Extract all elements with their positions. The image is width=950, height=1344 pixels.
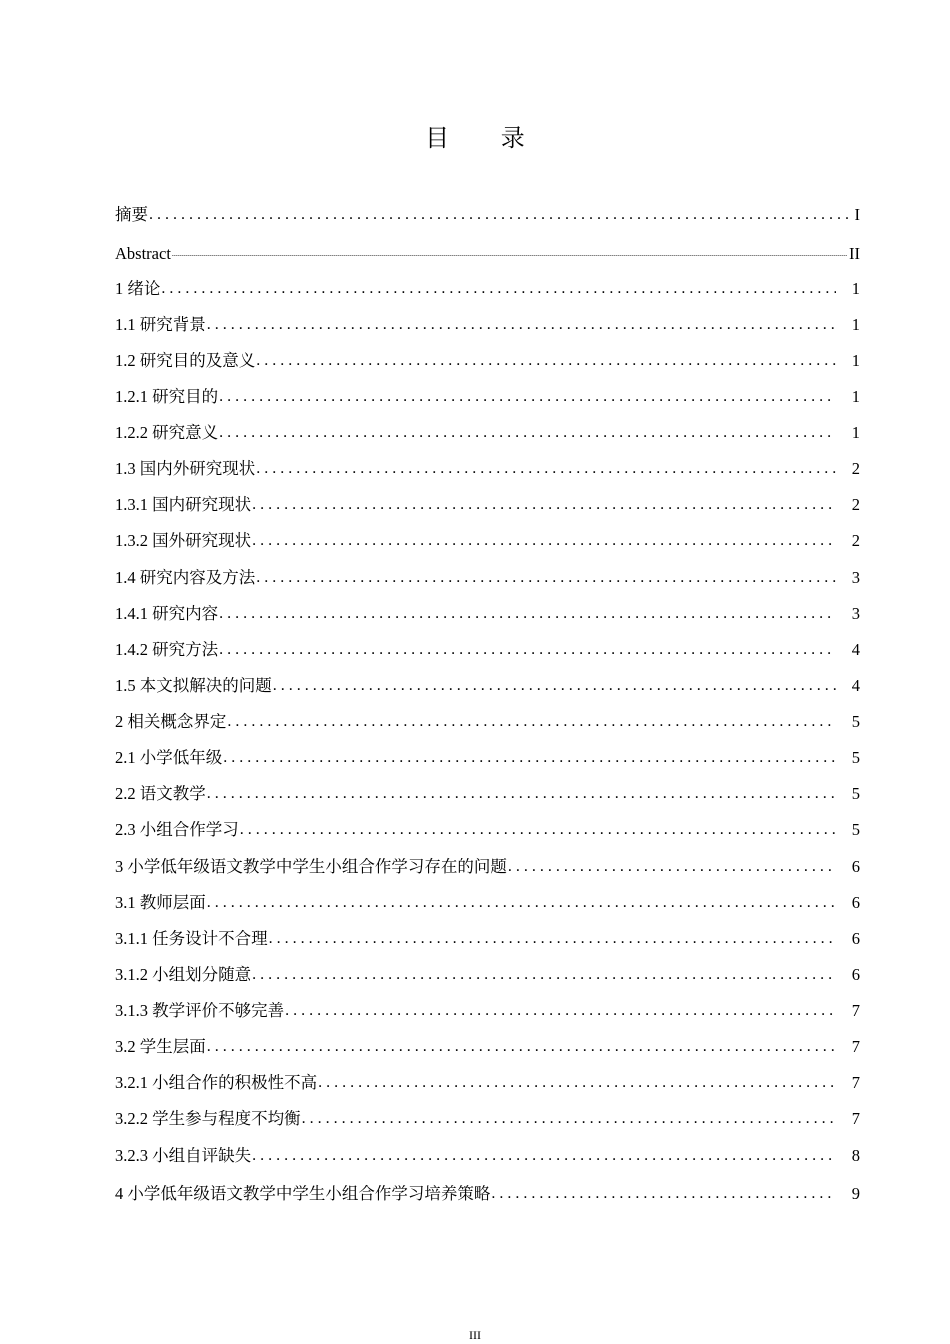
toc-entry[interactable]: [115, 1139, 860, 1167]
toc-entry-label: 2.1 小学低年级: [115, 748, 223, 767]
dot-leader: [256, 567, 836, 589]
dot-leader: [252, 1145, 836, 1167]
toc-entry-label: 3.2.1 小组合作的积极性不高: [115, 1073, 318, 1092]
toc-entry-label: 1.3 国内外研究现状: [115, 459, 256, 478]
dot-leader: [318, 1072, 836, 1094]
toc-entry[interactable]: [115, 272, 860, 300]
toc-entry-page: 5: [851, 712, 860, 731]
toc-entry-label: 1 绪论: [115, 279, 161, 298]
toc-entry[interactable]: [115, 1030, 860, 1058]
toc-entry[interactable]: [115, 705, 860, 733]
toc-entry[interactable]: [115, 669, 860, 697]
toc-entry-page: 1: [851, 387, 860, 406]
toc-entry[interactable]: [115, 1066, 860, 1094]
toc-entry-label: 2.2 语文教学: [115, 784, 206, 803]
toc-entry-page: 5: [851, 748, 860, 767]
toc-entry-page: 2: [851, 531, 860, 550]
toc-entry-page: 2: [851, 495, 860, 514]
toc-entry-page: 6: [851, 929, 860, 948]
toc-entry-label: 4 小学低年级语文教学中学生小组合作学习培养策略: [115, 1184, 491, 1203]
dot-leader: [161, 278, 836, 300]
dot-leader: [269, 928, 836, 950]
toc-entry-page: 7: [851, 1001, 860, 1020]
toc-entry-label: 1.2 研究目的及意义: [115, 351, 256, 370]
toc-entry[interactable]: [115, 886, 860, 914]
toc-entry-label: 1.3.1 国内研究现状: [115, 495, 252, 514]
dot-leader: [207, 783, 836, 805]
toc-entry-label: 摘要: [115, 205, 148, 224]
toc-entry-label: 3.2.2 学生参与程度不均衡: [115, 1109, 301, 1128]
toc-entry[interactable]: [115, 380, 860, 408]
toc-entry[interactable]: [115, 597, 860, 625]
dot-leader: [207, 314, 836, 336]
toc-entry-page: 6: [851, 965, 860, 984]
toc-entry[interactable]: [115, 850, 860, 878]
toc-entry[interactable]: [115, 633, 860, 661]
toc-entry-page: 1: [851, 351, 860, 370]
dot-leader: [219, 639, 836, 661]
toc-entry-label: 3.2.3 小组自评缺失: [115, 1146, 252, 1165]
dot-leader: [508, 856, 836, 878]
dot-leader: [240, 819, 836, 841]
dot-leader: [252, 530, 836, 552]
toc-entry-label: 1.4.2 研究方法: [115, 640, 219, 659]
toc-entry-label: 3.1 教师层面: [115, 893, 206, 912]
toc-entry-label: 1.4.1 研究内容: [115, 604, 219, 623]
dot-leader: [172, 243, 847, 265]
toc-entry[interactable]: [115, 416, 860, 444]
toc-entry-page: 7: [851, 1109, 860, 1128]
toc-entry-page: 1: [851, 423, 860, 442]
toc-entry-page: 4: [851, 676, 860, 695]
toc-entry-page: 3: [851, 568, 860, 587]
toc-entry-label: Abstract: [115, 244, 171, 263]
toc-entry-page: 5: [851, 820, 860, 839]
toc-entry[interactable]: [115, 994, 860, 1022]
dot-leader: [491, 1183, 836, 1205]
dot-leader: [227, 711, 836, 733]
toc-entry[interactable]: [115, 813, 860, 841]
dot-leader: [207, 1036, 836, 1058]
toc-entry-label: 3.1.2 小组划分随意: [115, 965, 252, 984]
dot-leader: [302, 1108, 836, 1130]
toc-entry-page: 1: [851, 315, 860, 334]
toc-entry-label: 3 小学低年级语文教学中学生小组合作学习存在的问题: [115, 857, 507, 876]
toc-entry[interactable]: [115, 561, 860, 589]
dot-leader: [223, 747, 836, 769]
dot-leader: [273, 675, 836, 697]
page-number: III: [469, 1328, 481, 1342]
toc-entry[interactable]: [115, 958, 860, 986]
toc-entry-label: 1.3.2 国外研究现状: [115, 531, 252, 550]
toc-entry[interactable]: [115, 198, 860, 226]
toc-entry-page: 8: [851, 1146, 860, 1165]
toc-entry-page: I: [854, 205, 860, 224]
toc-entry-label: 3.2 学生层面: [115, 1037, 206, 1056]
toc-entry[interactable]: [115, 1102, 860, 1130]
toc-entry-page: 1: [851, 279, 860, 298]
toc-entry-page: 7: [851, 1037, 860, 1056]
toc-entry-page: 6: [851, 857, 860, 876]
toc-entry-label: 1.5 本文拟解决的问题: [115, 676, 272, 695]
toc-entry-label: 1.2.2 研究意义: [115, 423, 219, 442]
toc-entry-page: 3: [851, 604, 860, 623]
toc-entry-label: 2.3 小组合作学习: [115, 820, 239, 839]
toc-entry-label: 1.4 研究内容及方法: [115, 568, 256, 587]
dot-leader: [207, 892, 836, 914]
dot-leader: [219, 386, 836, 408]
toc-entry-page: II: [849, 244, 860, 263]
toc-entry[interactable]: [115, 452, 860, 480]
toc-entry-label: 1.1 研究背景: [115, 315, 206, 334]
toc-entry-label: 3.1.3 教学评价不够完善: [115, 1001, 285, 1020]
toc-entry[interactable]: [115, 524, 860, 552]
toc-entry-label: 2 相关概念界定: [115, 712, 227, 731]
dot-leader: [149, 204, 853, 226]
toc-entry[interactable]: [115, 741, 860, 769]
dot-leader: [252, 494, 836, 516]
toc-entry[interactable]: [115, 344, 860, 372]
toc-entry[interactable]: [115, 237, 860, 265]
toc-entry-page: 9: [851, 1184, 860, 1203]
dot-leader: [256, 350, 836, 372]
toc-entry[interactable]: [115, 922, 860, 950]
toc-entry[interactable]: [115, 488, 860, 516]
dot-leader: [219, 603, 836, 625]
toc-entry-page: 5: [851, 784, 860, 803]
toc-entry-page: 2: [851, 459, 860, 478]
toc-entry-page: 4: [851, 640, 860, 659]
toc-entry-page: 6: [851, 893, 860, 912]
dot-leader: [219, 422, 836, 444]
toc-entry[interactable]: [115, 777, 860, 805]
toc-entry-label: 1.2.1 研究目的: [115, 387, 219, 406]
dot-leader: [285, 1000, 836, 1022]
toc-entry[interactable]: [115, 308, 860, 336]
toc-entry-page: 7: [851, 1073, 860, 1092]
page-title: 目 录: [425, 124, 547, 152]
dot-leader: [252, 964, 836, 986]
toc-entry-label: 3.1.1 任务设计不合理: [115, 929, 268, 948]
dot-leader: [256, 458, 836, 480]
toc-entry[interactable]: [115, 1177, 860, 1205]
